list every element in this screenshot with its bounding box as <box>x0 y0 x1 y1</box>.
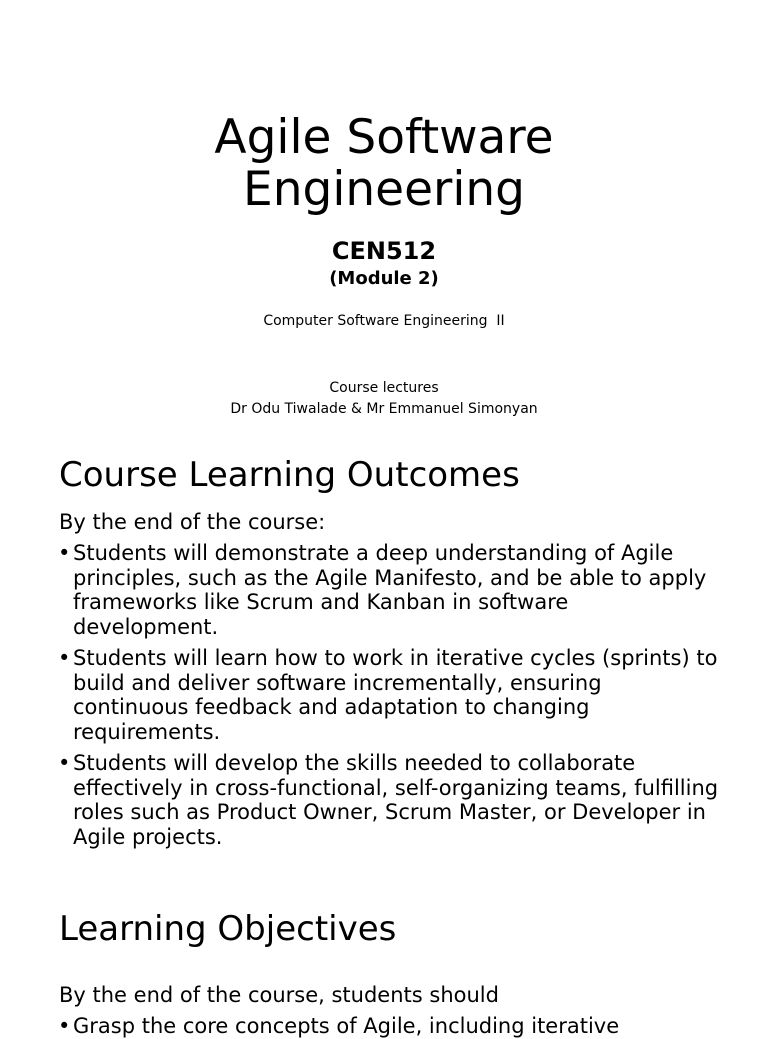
outcome-text: Students will learn how to work in iterative cycles (sprints) to build and deliver software incrementally, ensuring continuous feedback and adaptation to changing requirements. <box>73 646 718 744</box>
subject-label: Computer Software Engineering II <box>263 313 505 329</box>
bullet-icon: • <box>58 751 71 775</box>
outcomes-list <box>59 541 719 849</box>
objective-text: Grasp the core concepts of Agile, including iterative <box>73 1014 620 1038</box>
course-code: CEN512 <box>331 237 437 265</box>
module-label: (Module 2) <box>329 268 439 289</box>
lectures-block <box>0 378 768 420</box>
lecturers-names: Dr Odu Tiwalade & Mr Emmanuel Simonyan <box>230 401 538 417</box>
title-line-2: Engineering <box>243 162 525 217</box>
bullet-icon: • <box>58 1014 71 1038</box>
title-block <box>0 112 768 420</box>
title-line-1: Agile Software <box>214 110 554 165</box>
objectives-heading: Learning Objectives <box>59 909 397 949</box>
list-item <box>59 541 719 639</box>
list-item <box>59 751 719 849</box>
outcome-text: Students will develop the skills needed to collaborate effectively in cross-functional, self-organizing teams, fulfilling roles such as Product Owner, Scrum Master, or Developer in Agile projects. <box>73 751 719 849</box>
outcomes-intro: By the end of the course: <box>59 510 326 534</box>
bullet-icon: • <box>58 646 71 670</box>
bullet-icon: • <box>58 541 71 565</box>
lectures-label: Course lectures <box>329 380 439 396</box>
outcome-text: Students will demonstrate a deep understanding of Agile principles, such as the Agile Manifesto, and be able to apply frameworks like Scrum and Kanban in software development. <box>73 541 707 639</box>
objectives-section <box>59 909 719 1039</box>
list-item <box>59 646 719 744</box>
outcomes-heading: Course Learning Outcomes <box>59 455 520 495</box>
objectives-intro: By the end of the course, students should <box>59 983 499 1007</box>
objectives-list <box>59 1014 719 1039</box>
document-title <box>0 112 768 216</box>
outcomes-section <box>59 455 719 849</box>
list-item <box>59 1014 719 1039</box>
